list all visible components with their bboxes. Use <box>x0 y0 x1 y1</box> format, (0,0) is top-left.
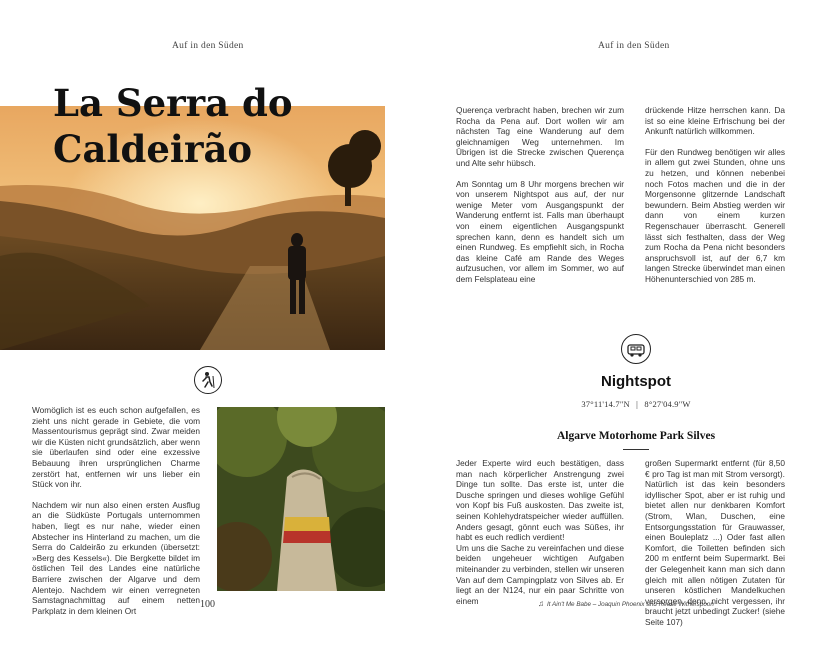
trail-marker-photo <box>217 407 385 591</box>
footnote-text: It Ain't Me Babe – Joaquin Phoenix and Reese Witherspoon <box>547 601 714 608</box>
music-footnote <box>538 599 758 608</box>
right-col2-paragraph-2: Für den Rundweg benötigen wir alles in allem gut zwei Stunden, ohne uns zu hetzen, und können nebenbei noch Fotos machen und die in der Morgensonne glitzernde Landschaft bewundern. Beim Abstieg werden wir dann von einem kurzen Regenschauer überrascht. Generell lässt sich festhalten, dass der Weg zum Rocha da Pena nicht besonders anspruchsvoll ist, auf der 6,7 km langen Strecke überwindet man einen Höhenunterschied von 285 m. <box>645 146 785 284</box>
left-paragraph-1: Womöglich ist es euch schon aufgefallen, es zieht uns nicht gerade in Gebiete, die vom Massentourismus geprägt sind. Zwar meiden wir die Küsten nicht grundsätzlich, aber wenn sie überlaufen sind oder eine exzessive Bebauung ihren ursprünglichen Charme zerstört hat, entfernen wir uns lieber ein Stück von ihr. <box>32 405 200 490</box>
right-page-column-1 <box>456 105 624 285</box>
right-col1-paragraph-1: Querença verbracht haben, brechen wir zum Rocha da Pena auf. Dort wollen wir am nächsten Tag eine Wanderung auf dem gleichnamigen Weg unternehmen. Im Übrigen ist die Strecke zwischen Querença und Alte sehr hübsch. <box>456 105 624 168</box>
left-page-text <box>32 405 200 616</box>
music-note-icon: ♫ <box>538 599 544 608</box>
park-text-column-1: Jeder Experte wird euch bestätigen, dass man nach körperlicher Anstrengung zwei Dinge tun sollte. Das erste ist, unter die Dusche springen und dieses wohlige Gefühl von Kopf bis Fuß auskosten. Das zweite ist, seinen Kohlehydratspeicher wieder auffüllen. Anders gesagt, gönnt euch was Süßes, ihr habt es euch redlich verdient! Um uns die Sache zu vereinfachen und diese beiden ungeheuer wichtigen Aufgaben miteinander zu verbinden, stellen wir unseren Van auf dem Campingplatz von Silves ab. Er liegt an der N124, nur ein paar Schritte von einem <box>456 458 624 606</box>
park-title: Algarve Motorhome Park Silves <box>556 430 716 442</box>
nightspot-title: Nightspot <box>601 373 671 390</box>
longitude: 8°27'04.9"W <box>644 399 691 409</box>
running-header-left: Auf in den Süden <box>172 41 244 51</box>
left-paragraph-2: Nachdem wir nun also einen ersten Ausflug an die Südküste Portugals unternommen haben, liegt es nur nahe, wieder einen Abstecher ins Hinterland zu machen, um die Serra do Caldeirão zu erkunden (übersetzt: »Berg des Kessels«). Die Bergkette bildet im östlichen Teil des Landes eine natürliche Barriere zwischen der Algarve und dem Alentejo. Nachdem wir einen verregneten Samstagnachmittag auf einem netten Parkplatz in dem kleinen Ort <box>32 499 200 616</box>
latitude: 37°11'14.7"N <box>581 399 630 409</box>
article-title <box>53 80 293 172</box>
park-text-column-2: großen Supermarkt entfernt (für 8,50 € pro Tag ist man mit Strom versorgt). Natürlich ist das kein besonders idyllischer Spot, aber er ist ruhig und bietet allen nur denkbaren Komfort (Strom, Wlan, Duschen, eine Entsorgungsstation für Grauwasser, einen Bouleplatz ...) Oder fast allen Komfort, die Toiletten befinden sich 200 m entfernt beim Supermarkt. Bei der Gelegenheit kann man sich dann gleich mit allen nötigen Zutaten für unseren köstlichen Mandelkuchen versorgen, denn, nicht vergessen, ihr braucht jetzt unbedingt Zucker! (siehe Seite 107) <box>645 458 785 627</box>
article-title-line-1: La Serra do <box>53 81 293 125</box>
page-number-left: 100 <box>200 599 215 610</box>
gps-coordinates <box>556 399 716 409</box>
title-divider <box>623 449 649 450</box>
right-page-column-2 <box>645 105 785 285</box>
right-col2-paragraph-1: drückende Hitze herrschen kann. Da ist so eine kleine Erfrischung bei der Ankunft natürlich willkommen. <box>645 105 785 137</box>
hiker-icon <box>194 366 222 394</box>
coordinates-separator: | <box>636 399 639 409</box>
right-col1-paragraph-2: Am Sonntag um 8 Uhr morgens brechen wir von unserem Nightspot aus auf, der nur wenige Meter vom Ausgangspunkt der Wanderung entfernt ist. Falls man überhaupt von einem eigentlichen Ausgangspunkt sprechen kann, denn es handelt sich um einen Rundweg. Es empfiehlt sich, in Rocha das kleine Café am Rande des Weges aufzusuchen, vor allem im Sommer, wo auf dem Felsplateau eine <box>456 178 624 284</box>
camper-van-icon <box>621 334 651 364</box>
article-title-line-2: Caldeirão <box>53 127 253 171</box>
running-header-right: Auf in den Süden <box>598 41 670 51</box>
